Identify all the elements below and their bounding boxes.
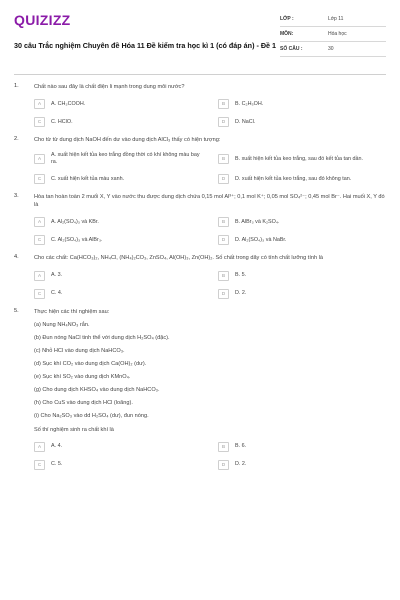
answer-option-d[interactable] — [218, 289, 386, 299]
option-text: C. xuất hiện kết tủa màu xanh. — [51, 175, 125, 182]
answer-option-d[interactable] — [218, 460, 386, 470]
answer-option-a[interactable] — [34, 152, 202, 166]
option-letter-box: C — [34, 174, 45, 184]
question-number: 2. — [14, 136, 19, 143]
option-letter-box: A — [34, 154, 45, 164]
question-prompt: Số thí nghiệm sinh ra chất khí là — [34, 426, 114, 433]
answer-options — [34, 99, 386, 127]
option-letter-box: A — [34, 99, 45, 109]
answer-option-a[interactable] — [34, 99, 202, 109]
question-number: 4. — [14, 254, 19, 261]
option-text: A. xuất hiện kết tủa keo trắng đồng thời có khí không màu bay ra. — [51, 152, 200, 166]
option-letter-box: B — [218, 217, 229, 227]
worksheet-header — [14, 12, 386, 74]
option-letter-box: C — [34, 289, 45, 299]
option-letter-box: B — [218, 99, 229, 109]
question-4 — [14, 254, 386, 298]
answer-options — [34, 152, 386, 184]
experiment-line: (c) Nhỏ HCl vào dung dịch NaHCO₃. — [34, 347, 125, 354]
option-letter-box: C — [34, 235, 45, 245]
meta-label: SỐ CÂU : — [280, 46, 303, 52]
question-number: 1. — [14, 83, 19, 89]
meta-value: 30 — [328, 46, 334, 52]
meta-row-subject — [280, 27, 386, 42]
answer-option-c[interactable] — [34, 235, 202, 245]
option-text: A. CH₃COOH. — [51, 100, 86, 107]
answer-options — [34, 271, 386, 299]
option-text: B. C₂H₅OH. — [235, 100, 264, 107]
option-letter-box: B — [218, 271, 229, 281]
question-5 — [14, 308, 386, 470]
experiment-line: (d) Sục khí CO₂ vào dung dịch Ca(OH)₂ (dư). — [34, 361, 147, 368]
option-text: D. Al₂(SO₄)₃ và NaBr. — [235, 236, 287, 243]
option-letter-box: C — [34, 460, 45, 470]
option-letter-box: D — [218, 174, 229, 184]
question-number: 5. — [14, 307, 19, 314]
question-text: Thực hiện các thí nghiệm sau: — [34, 308, 110, 315]
option-text: A. 4. — [51, 443, 63, 450]
quizizz-logo: QUIZIZZ — [14, 12, 71, 28]
option-text: D. NaCl. — [235, 118, 256, 125]
question-text: Chất nào sau đây là chất điện li mạnh trong dung môi nước? — [34, 84, 185, 90]
worksheet-title: 30 câu Trắc nghiệm Chuyên đề Hóa 11 Đề kiểm tra học kì 1 (có đáp án) - Đề 1 — [14, 41, 277, 50]
question-3 — [14, 193, 386, 245]
experiment-line: (g) Cho dung dịch KHSO₄ vào dung dịch NaHCO₃. — [34, 387, 160, 394]
meta-row-count — [280, 42, 386, 57]
question-text: Cho từ từ dung dịch NaOH đến dư vào dung dịch AlCl₃ thấy có hiện tượng: — [34, 137, 221, 144]
option-letter-box: D — [218, 235, 229, 245]
answer-option-d[interactable] — [218, 174, 386, 184]
option-text: B. AlBr₃ và K₂SO₄. — [235, 218, 280, 225]
question-text: Hòa tan hoàn toàn 2 muối X, Y vào nước thu được dung dịch chứa 0,15 mol Al³⁺; 0,1 mol K⁺; 0,05 mol SO₄²⁻; 0,45 mol Br⁻. Hai muối X, Y đó là — [34, 194, 385, 209]
answer-options — [34, 217, 386, 245]
experiment-line: (h) Cho CuS vào dung dịch HCl (loãng). — [34, 400, 133, 407]
option-letter-box: B — [218, 154, 229, 164]
question-number: 3. — [14, 193, 19, 200]
meta-value: Lớp 11 — [328, 16, 344, 22]
experiment-line: (b) Đun nóng NaCl tinh thể với dung dịch H₂SO₄ (đặc). — [34, 334, 170, 341]
meta-value: Hóa học — [328, 31, 347, 37]
option-text: D. 2. — [235, 290, 247, 297]
experiment-line: (i) Cho Na₂SO₃ vào dd H₂SO₄ (dư), đun nóng. — [34, 413, 149, 420]
option-letter-box: D — [218, 117, 229, 127]
answer-option-c[interactable] — [34, 117, 202, 127]
option-text: C. 5. — [51, 461, 63, 468]
answer-option-d[interactable] — [218, 117, 386, 127]
option-text: A. Al₂(SO₄)₃ và KBr. — [51, 218, 99, 225]
answer-option-d[interactable] — [218, 235, 386, 245]
option-letter-box: A — [34, 217, 45, 227]
option-text: C. Al₂(SO₄)₃ và AlBr₃. — [51, 236, 103, 243]
header-divider — [14, 74, 386, 75]
option-text: B. xuất hiện kết tủa keo trắng, sau đó kết tủa tan dần. — [235, 155, 363, 162]
option-letter-box: D — [218, 460, 229, 470]
question-text: Cho các chất: Ca(HCO₃)₂, NH₄Cl, (NH₄)₂CO₃, ZnSO₄, Al(OH)₃, Zn(OH)₂. Số chất trong dãy có tính chất lưỡng tính là — [34, 255, 324, 262]
answer-options — [34, 442, 386, 470]
answer-option-b[interactable] — [218, 271, 386, 281]
meta-row-class — [280, 12, 386, 27]
answer-option-a[interactable] — [34, 271, 202, 281]
answer-option-a[interactable] — [34, 442, 202, 452]
experiment-line: (e) Sục khí SO₂ vào dung dịch KMnO₄. — [34, 374, 131, 381]
option-text: D. 2. — [235, 461, 247, 468]
option-text: C. HClO. — [51, 118, 73, 125]
option-letter-box: B — [218, 442, 229, 452]
meta-table — [280, 12, 386, 57]
option-text: C. 4. — [51, 290, 63, 297]
answer-option-a[interactable] — [34, 217, 202, 227]
option-text: A. 3. — [51, 272, 63, 279]
answer-option-c[interactable] — [34, 289, 202, 299]
answer-option-b[interactable] — [218, 217, 386, 227]
meta-label: MÔN: — [280, 31, 294, 37]
question-2 — [14, 136, 386, 184]
option-text: D. xuất hiện kết tủa keo trắng, sau đó không tan. — [235, 175, 352, 182]
answer-option-b[interactable] — [218, 152, 386, 166]
option-letter-box: A — [34, 271, 45, 281]
option-letter-box: C — [34, 117, 45, 127]
answer-option-c[interactable] — [34, 174, 202, 184]
answer-option-b[interactable] — [218, 442, 386, 452]
option-letter-box: D — [218, 289, 229, 299]
experiment-line: (a) Nung NH₄NO₃ rắn. — [34, 321, 90, 328]
option-text: B. 6. — [235, 443, 247, 450]
question-1 — [14, 83, 386, 127]
option-text: B. 5. — [235, 272, 247, 279]
answer-option-b[interactable] — [218, 99, 386, 109]
meta-label: LỚP : — [280, 16, 294, 22]
option-letter-box: A — [34, 442, 45, 452]
answer-option-c[interactable] — [34, 460, 202, 470]
